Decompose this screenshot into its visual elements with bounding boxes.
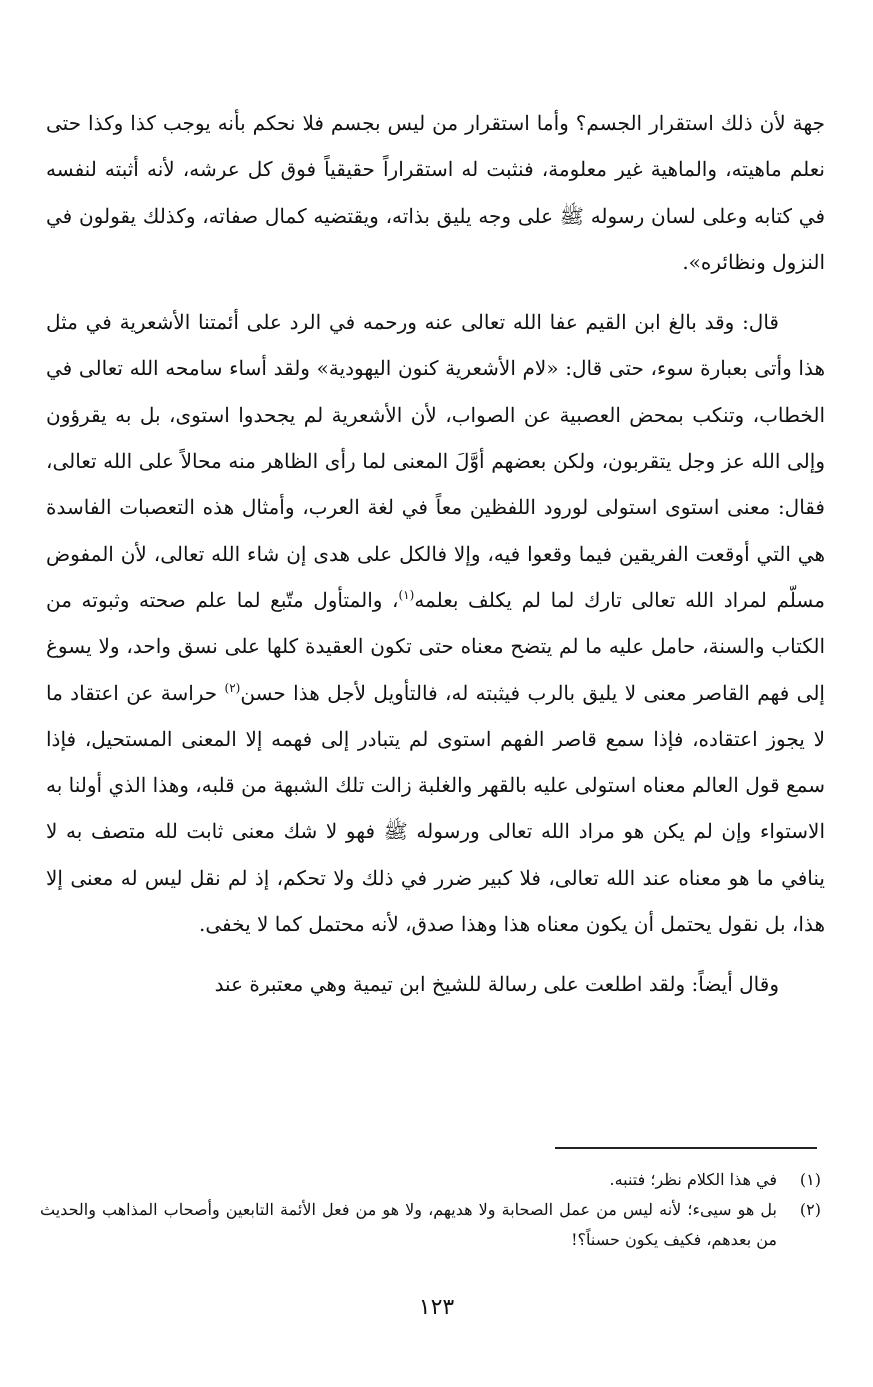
footnote-number: (١) [799, 1170, 821, 1189]
footnote-1 [40, 1165, 821, 1195]
footnote-text: بل هو سيىء؛ لأنه ليس من عمل الصحابة ولا هديهم، ولا هو من فعل الأئمة التابعين وأصحاب المذاهب والحديث من بعدهم، فكيف يكون حسناً؟! [40, 1200, 777, 1249]
footnote-2 [40, 1195, 821, 1255]
footnotes [40, 1165, 821, 1255]
footnote-number: (٢) [799, 1200, 821, 1219]
paragraph-3: وقال أيضاً: ولقد اطلعت على رسالة للشيخ ابن تيمية وهي معتبرة عند [214, 972, 779, 997]
paragraph-2-part-b: ، والمتأول متّبع لما علم صحته وثبوته من الكتاب والسنة، حامل عليه ما لم يتضح معناه حتى تكون العقيدة كلها على نسق واحد، ولا يسوغ إلى فهم القاصر معنى لا يليق بالرب فيثبته له، فالتأويل لأجل هذا حسن [46, 587, 825, 705]
footnote-separator [555, 1147, 817, 1149]
footnote-ref-1: (١) [398, 587, 415, 602]
page-number: ١٢٣ [418, 1295, 455, 1320]
paragraph-1: جهة لأن ذلك استقرار الجسم؟ وأما استقرار من ليس بجسم فلا نحكم بأنه يوجب كذا وكذا حتى نعلم ماهيته، والماهية غير معلومة، فنثبت له استقراراً حقيقياً فوق كل عرشه، لأنه أثبته لنفسه في كتابه وعلى لسان رسوله ﷺ على وجه يليق بذاته، ويقتضيه كمال صفاته، وكذلك يقولون في النزول ونظائره». [46, 111, 826, 274]
footnote-ref-2: (٢) [224, 680, 241, 695]
main-text [46, 100, 825, 1008]
paragraph-2-part-a: قال: وقد بالغ ابن القيم عفا الله تعالى عنه ورحمه في الرد على أئمتنا الأشعرية في مثل هذا وأتى بعبارة سوء، حتى قال: «لام الأشعرية كنون اليهودية» ولقد أساء سامحه الله تعالى في الخطاب، وتنكب بمحض العصبية عن الصواب، لأن الأشعرية لم يجحدوا استوى، بل به يقرؤون وإلى الله عز وجل يتقربون، ولكن بعضهم أوَّلَ المعنى لما رأى الظاهر منه محالاً على الله تعالى، فقال: معنى استوى استولى لورود اللفظين معاً في لغة العرب، وأمثال هذه التعصبات الفاسدة هي التي أوقعت الفريقين فيما وقعوا فيه، وإلا فالكل على هدى إن شاء الله تعالى، لأن المفوض مسلّم لمراد الله تعالى تارك لما لم يكلف بعلمه [46, 310, 825, 612]
paragraph-2 [46, 299, 825, 947]
footnote-text: في هذا الكلام نظر؛ فتنبه. [609, 1170, 777, 1189]
paragraph-2-part-c: حراسة عن اعتقاد ما لا يجوز اعتقاده، فإذا سمع قاصر الفهم استوى لم يتبادر إلى فهمه إلا المعنى المستحيل، فإذا سمع قول العالم معناه استولى عليه بالقهر والغلبة زالت تلك الشبهة من قلبه، وهذا الذي أولنا به الاستواء وإن لم يكن هو مراد الله تعالى ورسوله ﷺ فهو لا شك معنى ثابت لله متصف به لا ينافي ما هو معناه عند الله تعالى، فلا كبير ضرر في ذلك ولا تحكم، إذ لم نقل ليس له معنى إلا هذا، بل نقول يحتمل أن يكون معناه هذا وهذا صدق، لأنه محتمل كما لا يخفى. [46, 680, 825, 937]
